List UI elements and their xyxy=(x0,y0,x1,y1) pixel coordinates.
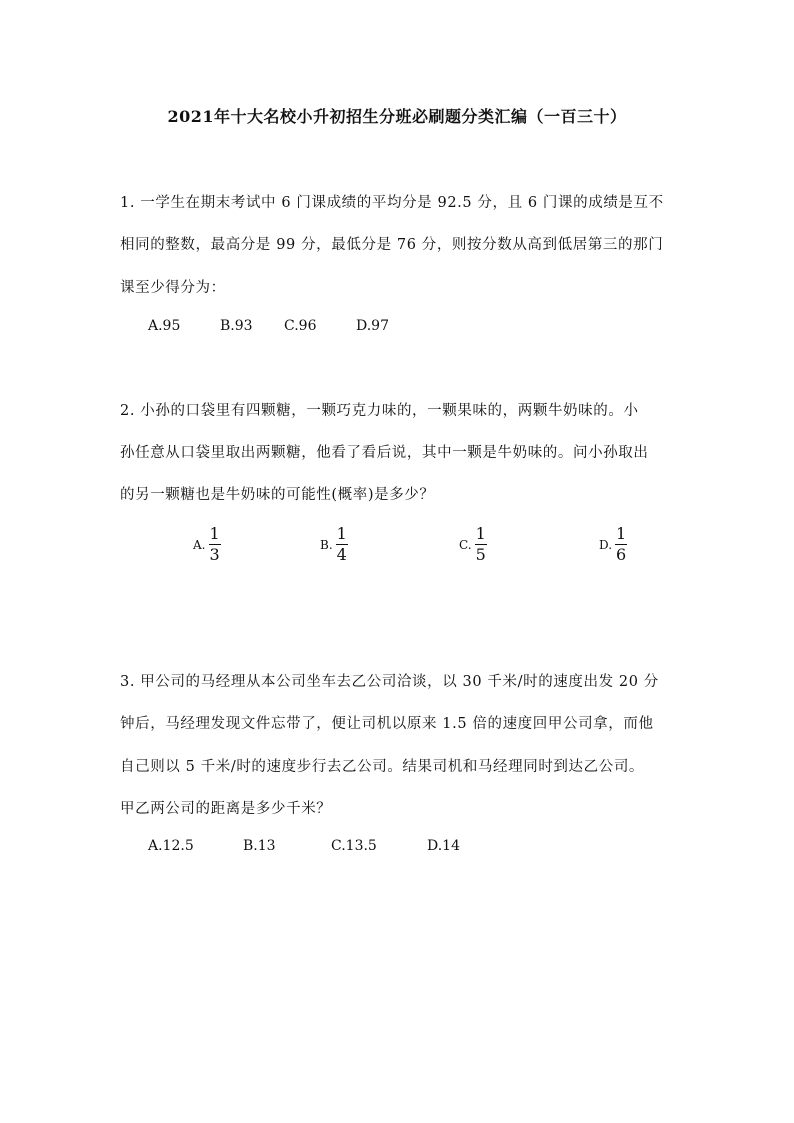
question-3-line-3: 自己则以 5 千米/时的速度步行去乙公司。结果司机和马经理同时到达乙公司。 xyxy=(120,759,645,775)
question-1-line-1: 1. 一学生在期末考试中 6 门课成绩的平均分是 92.5 分，且 6 门课的成绩是互不 xyxy=(120,195,664,211)
fraction xyxy=(207,525,221,564)
question-3-option-a: A.12.5 xyxy=(148,838,194,854)
fraction-numerator: 1 xyxy=(475,523,486,543)
question-3-option-c: C.13.5 xyxy=(331,838,377,854)
option-letter: D. xyxy=(599,538,613,552)
fraction-numerator: 1 xyxy=(616,523,627,543)
question-3-option-d: D.14 xyxy=(427,838,460,854)
question-2-option-d xyxy=(599,522,628,566)
fraction-numerator: 1 xyxy=(209,523,220,543)
question-1-option-d: D.97 xyxy=(356,318,389,334)
question-1-option-b: B.93 xyxy=(220,318,253,334)
question-3-option-b: B.13 xyxy=(243,838,276,854)
question-2-line-1: 2. 小孙的口袋里有四颗糖，一颗巧克力味的，一颗果味的，两颗牛奶味的。小 xyxy=(120,403,639,419)
fraction xyxy=(335,525,349,564)
option-letter: A. xyxy=(193,538,206,552)
fraction-denominator: 6 xyxy=(616,544,627,564)
fraction-denominator: 5 xyxy=(475,544,486,564)
question-3-options xyxy=(148,838,460,854)
question-2-option-a xyxy=(193,522,222,566)
document-title: 2021年十大名校小升初招生分班必刷题分类汇编（一百三十） xyxy=(167,107,627,126)
question-3-line-4: 甲乙两公司的距离是多少千米？ xyxy=(120,801,332,817)
question-3-line-2: 钟后，马经理发现文件忘带了，便让司机以原来 1.5 倍的速度回甲公司拿，而他 xyxy=(120,716,654,732)
question-1-option-c: C.96 xyxy=(284,318,317,334)
question-1-options xyxy=(148,318,389,334)
question-2-line-3: 的另一颗糖也是牛奶味的可能性(概率)是多少？ xyxy=(120,487,435,503)
question-1-option-a: A.95 xyxy=(148,318,181,334)
question-1-line-2: 相同的整数，最高分是 99 分，最低分是 76 分，则按分数从高到低居第三的那门 xyxy=(120,237,664,253)
question-2-options xyxy=(0,522,794,572)
question-3-line-1: 3. 甲公司的马经理从本公司坐车去乙公司洽谈，以 30 千米/时的速度出发 20 分 xyxy=(120,674,659,690)
fraction xyxy=(614,525,628,564)
question-2-option-c xyxy=(459,522,488,566)
option-letter: B. xyxy=(320,538,333,552)
question-1-line-3: 课至少得分为： xyxy=(120,280,226,296)
fraction-denominator: 4 xyxy=(336,544,347,564)
option-letter: C. xyxy=(459,538,472,552)
fraction xyxy=(474,525,488,564)
fraction-numerator: 1 xyxy=(336,523,347,543)
question-2-line-2: 孙任意从口袋里取出两颗糖，他看了看后说，其中一颗是牛奶味的。问小孙取出 xyxy=(120,445,649,461)
question-2-option-b xyxy=(320,522,349,566)
fraction-denominator: 3 xyxy=(209,544,220,564)
